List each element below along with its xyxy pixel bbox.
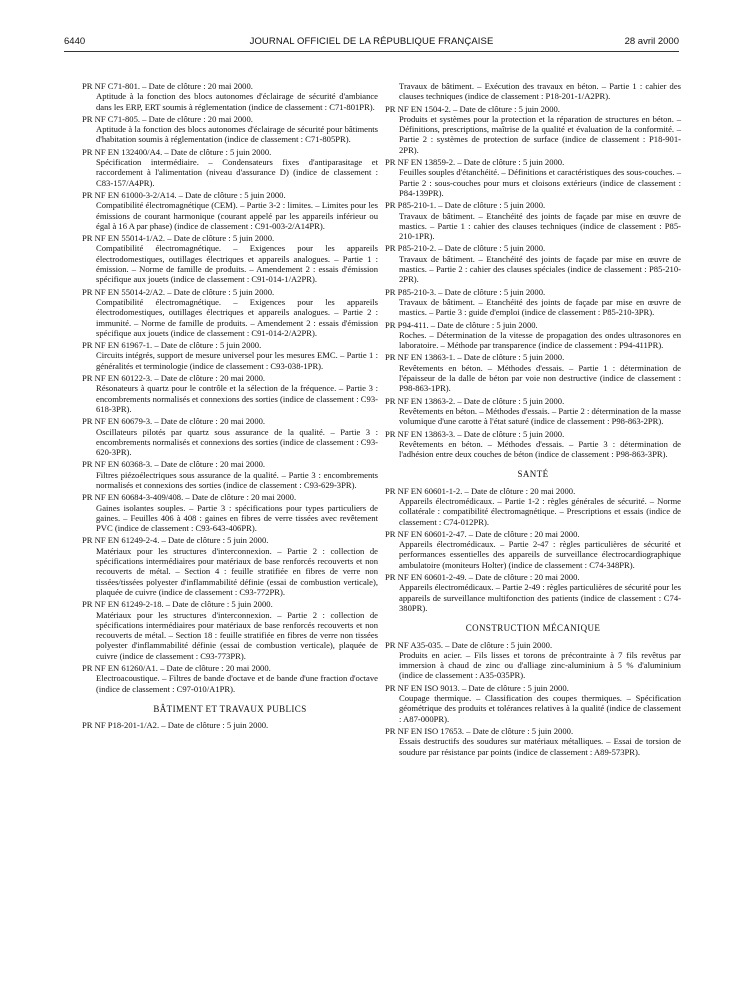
left-entry-list — [82, 81, 378, 694]
entry-heading: PR NF EN 13863-1. – Date de clôture : 5 juin 2000. — [385, 352, 565, 363]
entry-heading: PR NF EN ISO 17653. – Date de clôture : 5 juin 2000. — [385, 725, 574, 736]
entry-body: Coupage thermique. – Classification des coupes thermiques. – Spécification géométrique des produits et tolérances relatives à la qualité (indice de classement : A87-000PR). — [399, 693, 681, 724]
entry-body: Spécification intermédiaire. – Condensateurs fixes d'antiparasitage et raccordement à l'alimentation (niveau d'assurance D) (indice de classement : C83-157/A4PR). — [96, 157, 378, 188]
entry-body: Revêtements en béton. – Méthodes d'essais. – Partie 2 : détermination de la masse volumique d'une carotte à l'état saturé (indice de classement : P98-863-2PR). — [399, 405, 681, 427]
entry — [385, 572, 681, 613]
entry-body: Matériaux pour les structures d'interconnexion. – Partie 2 : collection de spécifications intermédiaires pour matériaux de base renforcés recouverts et non recouverts de métal. – Section 4 : feuille stratifiée en fibres de verre non tissées/tissées polyester d'inflammabilité définie (essai de combustion verticale), plaquée de cuivre (indice de classement : C93-772PR). — [96, 545, 378, 597]
entry — [385, 683, 681, 724]
entry-heading: PR NF EN 61260/A1. – Date de clôture : 20 mai 2000. — [82, 663, 271, 674]
entry — [385, 157, 681, 198]
entry — [82, 416, 378, 457]
entry-body: Aptitude à la fonction des blocs autonomes d'éclairage de sécurité d'ambiance dans les ERP, ERT soumis à réglementation (indice de classement : C71-801PR). — [96, 91, 378, 112]
section-title-sante: SANTÉ — [517, 469, 549, 480]
entry-body: Electroacoustique. – Filtres de bande d'octave et de bande d'une fraction d'octave (indice de classement : C97-010/A1PR). — [96, 673, 378, 694]
entry — [385, 429, 681, 460]
entry-body: Revêtements en béton. – Méthodes d'essais. – Partie 1 : détermination de l'épaisseur de la dalle de béton par voie non destructive (indice de classement : P98-863-1PR). — [399, 362, 681, 394]
entry — [82, 599, 378, 661]
entry-heading: PR NF P18-201-1/A2. – Date de clôture : 5 juin 2000. — [82, 720, 269, 731]
entry-body: Travaux de bâtiment. – Etanchéité des joints de façade par mise en œuvre de mastics. – Partie 1 : cahier des clauses techniques (indice de classement : P85-210-1PR). — [399, 210, 681, 242]
entry — [82, 459, 378, 490]
entry — [385, 396, 681, 427]
entry — [385, 352, 681, 393]
entry-body: Revêtements en béton. – Méthodes d'essais. – Partie 3 : détermination de l'adhésion entre deux couches de béton (indice de classement : P98-863-3PR). — [399, 438, 681, 460]
entry-heading: PR NF EN 60601-2-47. – Date de clôture : 20 mai 2000. — [385, 528, 580, 539]
section-title-construction: CONSTRUCTION MÉCANIQUE — [465, 623, 601, 634]
entry — [385, 200, 681, 241]
entry-body: Appareils électromédicaux. – Partie 2-49 : règles particulières de sécurité pour les appareils de surveillance multifonction des patients (indice de classement : C74-380PR). — [399, 582, 681, 613]
entry — [385, 243, 681, 284]
entry — [385, 726, 681, 757]
entry-heading: PR NF EN 61000-3-2/A14. – Date de clôture : 5 juin 2000. — [82, 189, 286, 200]
entry-body: Oscillateurs pilotés par quartz sous assurance de la qualité. – Partie 3 : encombrements normalisés et connexions des sorties (indice de classement : C93-620-3PR). — [96, 426, 378, 458]
right-entry-list-b — [385, 486, 681, 614]
entry-heading: PR NF EN 13859-2. – Date de clôture : 5 juin 2000. — [385, 157, 565, 168]
entry-heading: PR NF EN 1504-2. – Date de clôture : 5 juin 2000. — [385, 103, 560, 114]
section-title-batiment: BÂTIMENT ET TRAVAUX PUBLICS — [153, 703, 307, 714]
page-number: 6440 — [64, 36, 86, 47]
entry-heading: PR NF EN 60601-1-2. – Date de clôture : 20 mai 2000. — [385, 485, 576, 496]
entry-heading: PR NF EN 60122-3. – Date de clôture : 20 mai 2000. — [82, 373, 266, 384]
entry-body: Compatibilité électromagnétique (CEM). – Partie 3-2 : limites. – Limites pour les émissions de courant harmonique (courant appelé par les appareils inférieur ou égal à 16 A par phase) (indice de classement : C91-003-2/A14PR). — [96, 200, 378, 231]
entry — [82, 663, 378, 694]
entry — [385, 640, 681, 681]
entry-heading: PR NF EN 61249-2-4. – Date de clôture : 5 juin 2000. — [82, 535, 269, 546]
entry — [385, 320, 681, 351]
entry-heading: PR NF C71-801. – Date de clôture : 20 mai 2000. — [82, 81, 253, 91]
entry-body: Circuits intégrés, support de mesure universel pour les mesures EMC. – Partie 1 : généralités et terminologie (indice de classement : C93-038-1PR). — [96, 350, 378, 371]
entry-heading: PR NF EN 55014-1/A2. – Date de clôture : 5 juin 2000. — [82, 233, 275, 244]
entry-body: Aptitude à la fonction des blocs autonomes d'éclairage de sécurité pour bâtiments d'habitation soumis à réglementation (indice de classement : C71-805PR). — [96, 124, 378, 145]
entry-body: Appareils électromédicaux. – Partie 1-2 : règles générales de sécurité. – Norme collatérale : compatibilité électromagnétique. – Prescriptions et essais (indice de classement : C74-012PR). — [399, 495, 681, 527]
entry — [82, 492, 378, 533]
entry-body: Travaux de bâtiment. – Etanchéité des joints de façade par mise en œuvre de mastics. – Partie 3 : guide d'emploi (indice de classement : P85-210-3PR). — [399, 296, 681, 318]
entry-body: Compatibilité électromagnétique. – Exigences pour les appareils électrodomestiques, outillages électriques et appareils analogues. – Partie 1 : émission. – Norme de famille de produits. – Amendement 2 : essais d'émission spécifique aux jouets (indice de classement : C91-014-1/A2PR). — [96, 243, 378, 285]
page-header — [64, 36, 679, 50]
header-rule — [64, 51, 679, 52]
journal-title: JOURNAL OFFICIEL DE LA RÉPUBLIQUE FRANÇAISE — [249, 36, 494, 47]
entry-heading: PR NF EN 132400/A4. – Date de clôture : 5 juin 2000. — [82, 146, 272, 157]
entry-heading: PR NF EN 60368-3. – Date de clôture : 20 mai 2000. — [82, 459, 266, 470]
entry-heading: PR P85-210-2. – Date de clôture : 5 juin 2000. — [385, 243, 546, 254]
entry — [82, 287, 378, 338]
entry-body: Produits et systèmes pour la protection et la réparation de structures en béton. – Définitions, prescriptions, maîtrise de la qualité et évaluation de la conformité. – Partie 2 : systèmes de protection de surface (indice de classement : P18-901-2PR). — [399, 113, 681, 155]
entry-body: Appareils électromédicaux. – Partie 2-47 : règles particulières de sécurité et performances essentielles des appareils de surveillance électrocardiographique ambulatoire (moniteurs Holter) (indice de classement : C74-348PR). — [399, 539, 681, 570]
entry-body: Essais destructifs des soudures sur matériaux métalliques. – Essai de torsion de soudure par résistance par points (indice de classement : A89-573PR). — [399, 736, 681, 757]
entry-heading: PR NF EN 61249-2-18. – Date de clôture : 5 juin 2000. — [82, 599, 273, 610]
entry-heading: PR NF EN 60684-3-409/408. – Date de clôture : 20 mai 2000. — [82, 492, 297, 503]
entry — [82, 114, 378, 145]
entry — [82, 373, 378, 414]
entry-heading: PR NF EN 13863-2. – Date de clôture : 5 juin 2000. — [385, 395, 565, 406]
entry — [385, 486, 681, 527]
entry-heading: PR NF EN 60601-2-49. – Date de clôture : 20 mai 2000. — [385, 572, 580, 583]
entry-heading: PR P85-210-3. – Date de clôture : 5 juin 2000. — [385, 286, 546, 297]
issue-date: 28 avril 2000 — [624, 36, 679, 47]
entry — [385, 529, 681, 570]
entry — [82, 720, 378, 730]
entry — [82, 81, 378, 112]
entry-heading: PR NF EN 61967-1. – Date de clôture : 5 juin 2000. — [82, 340, 262, 351]
entry-body: Gaines isolantes souples. – Partie 3 : spécifications pour types particuliers de gaines. – Feuilles 406 à 408 : gaines en fibres de verre tissées avec revêtement PVC (indice de classement : C93-643-406PR). — [96, 502, 378, 534]
entry — [385, 104, 681, 155]
entry-body: Résonateurs à quartz pour le contrôle et la sélection de la fréquence. – Partie 3 : encombrements normalisés et connexions des sorties (indice de classement : C93-618-3PR). — [96, 383, 378, 414]
entry-heading: PR NF EN 13863-3. – Date de clôture : 5 juin 2000. — [385, 428, 565, 439]
entry — [82, 535, 378, 597]
right-entry-list-a — [385, 104, 681, 460]
entry — [82, 147, 378, 188]
entry-body: Feuilles souples d'étanchéité. – Définitions et caractéristiques des sous-couches. – Partie 2 : sous-couches pour murs et cloisons extérieurs (indice de classement : P84-139PR). — [399, 167, 681, 198]
entry-heading: PR NF EN 60679-3. – Date de clôture : 20 mai 2000. — [82, 416, 266, 427]
entry-heading: PR NF EN ISO 9013. – Date de clôture : 5 juin 2000. — [385, 682, 569, 693]
left-column — [82, 81, 378, 733]
entry-heading: PR NF C71-805. – Date de clôture : 20 mai 2000. — [82, 113, 253, 124]
entry-heading: PR P85-210-1. – Date de clôture : 5 juin 2000. — [385, 200, 546, 211]
entry — [385, 287, 681, 318]
entry — [82, 233, 378, 284]
entry-body: Matériaux pour les structures d'interconnexion. – Partie 2 : collection de spécifications intermédiaires pour matériaux de base renforcés recouverts et non recouverts de métal. – Section 18 : feuille stratifiée en fibres de verre non tissées polyester d'inflammabilité définie (essai de combustion verticale), plaquée de cuivre (indice de classement : C93-773PR). — [96, 609, 378, 661]
entry — [82, 190, 378, 231]
entry-heading: PR NF EN 55014-2/A2. – Date de clôture : 5 juin 2000. — [82, 286, 275, 297]
entry-heading: PR P94-411. – Date de clôture : 5 juin 2000. — [385, 319, 538, 330]
entry-body: Travaux de bâtiment. – Etanchéité des joints de façade par mise en œuvre de mastics. – Partie 2 : cahier des clauses spéciales (indice de classement : P85-210-2PR). — [399, 253, 681, 285]
right-column — [385, 81, 681, 759]
entry-body: Produits en acier. – Fils lisses et torons de précontrainte à 7 fils revêtus par immersion à chaud de zinc ou d'alliage zinc-aluminium à 5 % d'aluminium (indice de classement : A35-035PR). — [399, 649, 681, 681]
entry-continuation: Travaux de bâtiment. – Exécution des travaux en béton. – Partie 1 : cahier des clauses techniques (indice de classement : P18-201-1/A2PR). — [399, 81, 681, 102]
right-entry-list-c — [385, 640, 681, 757]
entry-heading: PR NF A35-035. – Date de clôture : 5 juin 2000. — [385, 639, 553, 650]
entry — [82, 340, 378, 371]
entry-body: Compatibilité électromagnétique. – Exigences pour les appareils électrodomestiques, outillages électriques et appareils analogues. – Partie 2 : immunité. – Norme de famille de produits. – Amendement 2 : essais d'émission spécifique aux jouets (indice de classement : C91-014-2/A2PR). — [96, 296, 378, 338]
entry-body: Filtres piézoélectriques sous assurance de la qualité. – Partie 3 : encombrements normalisés et connexions des sorties (indice de classement : C93-629-3PR). — [96, 469, 378, 490]
entry-body: Roches. – Détermination de la vitesse de propagation des ondes ultrasonores en laboratoire. – Méthode par transparence (indice de classement : P94-411PR). — [399, 329, 681, 351]
